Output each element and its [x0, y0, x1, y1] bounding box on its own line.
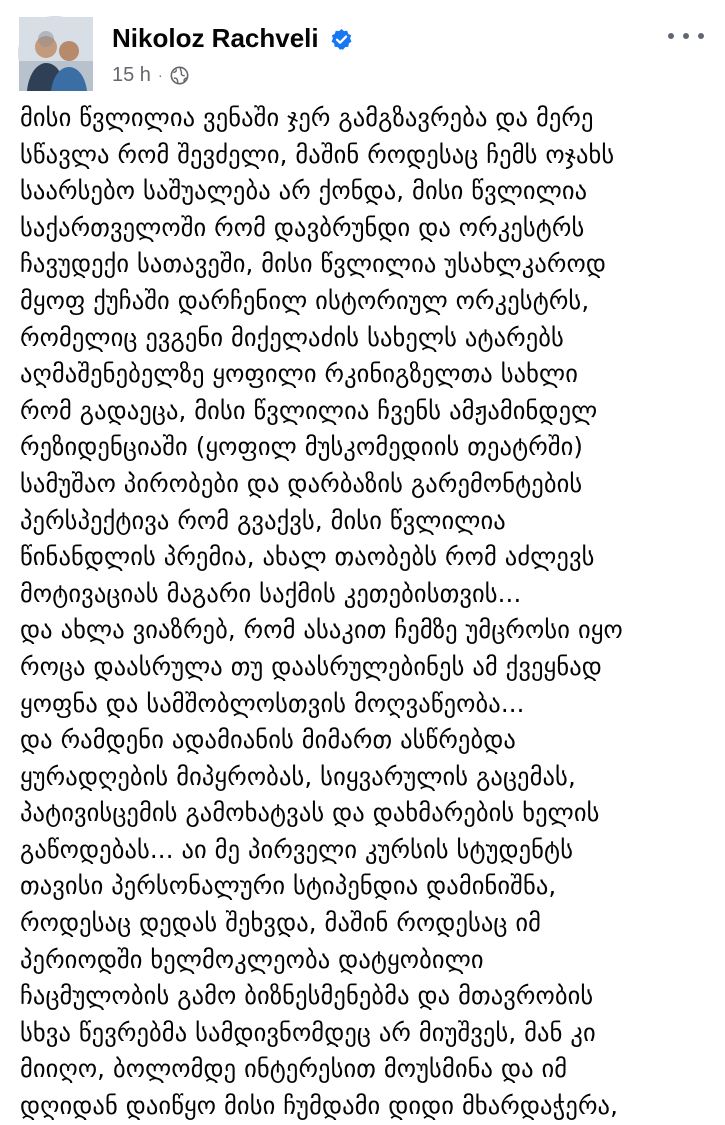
post-text-line: მიიღო, ბოლომდე ინტერესით მოუსმინა და იმ: [20, 1054, 568, 1084]
post-text-line: საქართველოში რომ დავბრუნდი და ორკესტრს: [20, 212, 585, 242]
post-text: [20, 100, 720, 1121]
post-meta: [112, 62, 189, 88]
more-dot-icon: [698, 33, 704, 39]
post-text-line: სამუშაო პირობები და დარბაზის გარემონტების: [20, 468, 583, 498]
post-text-line: აღმაშენებელზე ყოფილი რკინიგზელთა სახლი: [20, 359, 579, 389]
post-text-line: წინანდლის პრემია, ახალ თაობებს რომ აძლევს: [20, 542, 595, 572]
post-text-line: ყურადღების მიპყრობას, სიყვარულის გაცემას,: [20, 761, 576, 791]
post-text-line: რომ გადაეცა, მისი წვლილია ჩვენს ამჟამინდელ: [20, 395, 598, 425]
post-timestamp[interactable]: 15 h: [112, 63, 151, 86]
post-text-line: და რამდენი ადამიანის მიმართ ასწრებდა: [20, 725, 516, 755]
author-name[interactable]: Nikoloz Rachveli: [112, 23, 319, 53]
meta-separator: ·: [157, 67, 163, 83]
avatar-photo: [19, 17, 93, 91]
post-text-line: მისი წვლილია ვენაში ჯერ გამგზავრება და მერე: [20, 103, 594, 132]
globe-icon: [170, 66, 189, 85]
more-dot-icon: [683, 33, 689, 39]
post-text-line: საარსებო საშუალება არ ქონდა, მისი წვლილია: [20, 176, 588, 206]
more-options-button[interactable]: [668, 26, 704, 46]
post-text-line: ჩავუდექი სათავეში, მისი წვლილია უსახლკაროდ: [20, 249, 606, 279]
author-avatar[interactable]: [18, 16, 92, 90]
post-text-line: როცა დაასრულა თუ დაასრულებინეს ამ ქვეყნად: [20, 651, 602, 681]
post-text-line: პატივისცემის გამოხატვას და დახმარების ხელის: [20, 798, 600, 828]
post-text-line: როდესაც დედას შეხვდა, მაშინ როდესაც იმ: [20, 908, 542, 938]
post-text-line: პერიოდში ხელმოკლეობა დატყობილი: [20, 944, 484, 974]
more-dot-icon: [668, 33, 674, 39]
verified-badge-icon: [330, 28, 353, 51]
post-text-line: მოტივაციას მაგარი საქმის კეთებისთვის...: [20, 578, 522, 608]
post-text-line: სწავლა რომ შევძელი, მაშინ როდესაც ჩემს ოჯახს: [20, 139, 615, 169]
post-text-line: გაწოდებას... აი მე პირველი კურსის სტუდენტს: [20, 834, 574, 864]
post-text-line: თავისი პერსონალური სტიპენდია დამინიშნა,: [20, 871, 557, 901]
post-text-line: სხვა წევრებმა სამდივნომდეც არ მიუშვეს, მან კი: [20, 1017, 596, 1047]
post-text-line: დღიდან დაიწყო მისი ჩუმდამი დიდი მხარდაჭერა,: [20, 1091, 618, 1121]
post-text-line: ყოფნა და სამშობლოსთვის მოღვაწეობა...: [20, 688, 525, 718]
post-header: [0, 0, 725, 100]
post-text-line: რეზიდენციაში (ყოფილ მუსკომედიის თეატრში): [20, 432, 584, 462]
post-text-line: ჩაცმულობის გამო ბიზნესმენებმა და მთავრობის: [20, 981, 594, 1011]
post-text-line: პერსპექტივა რომ გვაქვს, მისი წვლილია: [20, 505, 506, 535]
post-text-line: მყოფ ქუჩაში დარჩენილ ისტორიულ ორკესტრს,: [20, 285, 590, 315]
post-text-line: და ახლა ვიაზრებ, რომ ასაკით ჩემზე უმცროსი იყო: [20, 615, 623, 645]
post-text-line: რომელიც ევგენი მიქელაძის სახელს ატარებს: [20, 322, 564, 352]
